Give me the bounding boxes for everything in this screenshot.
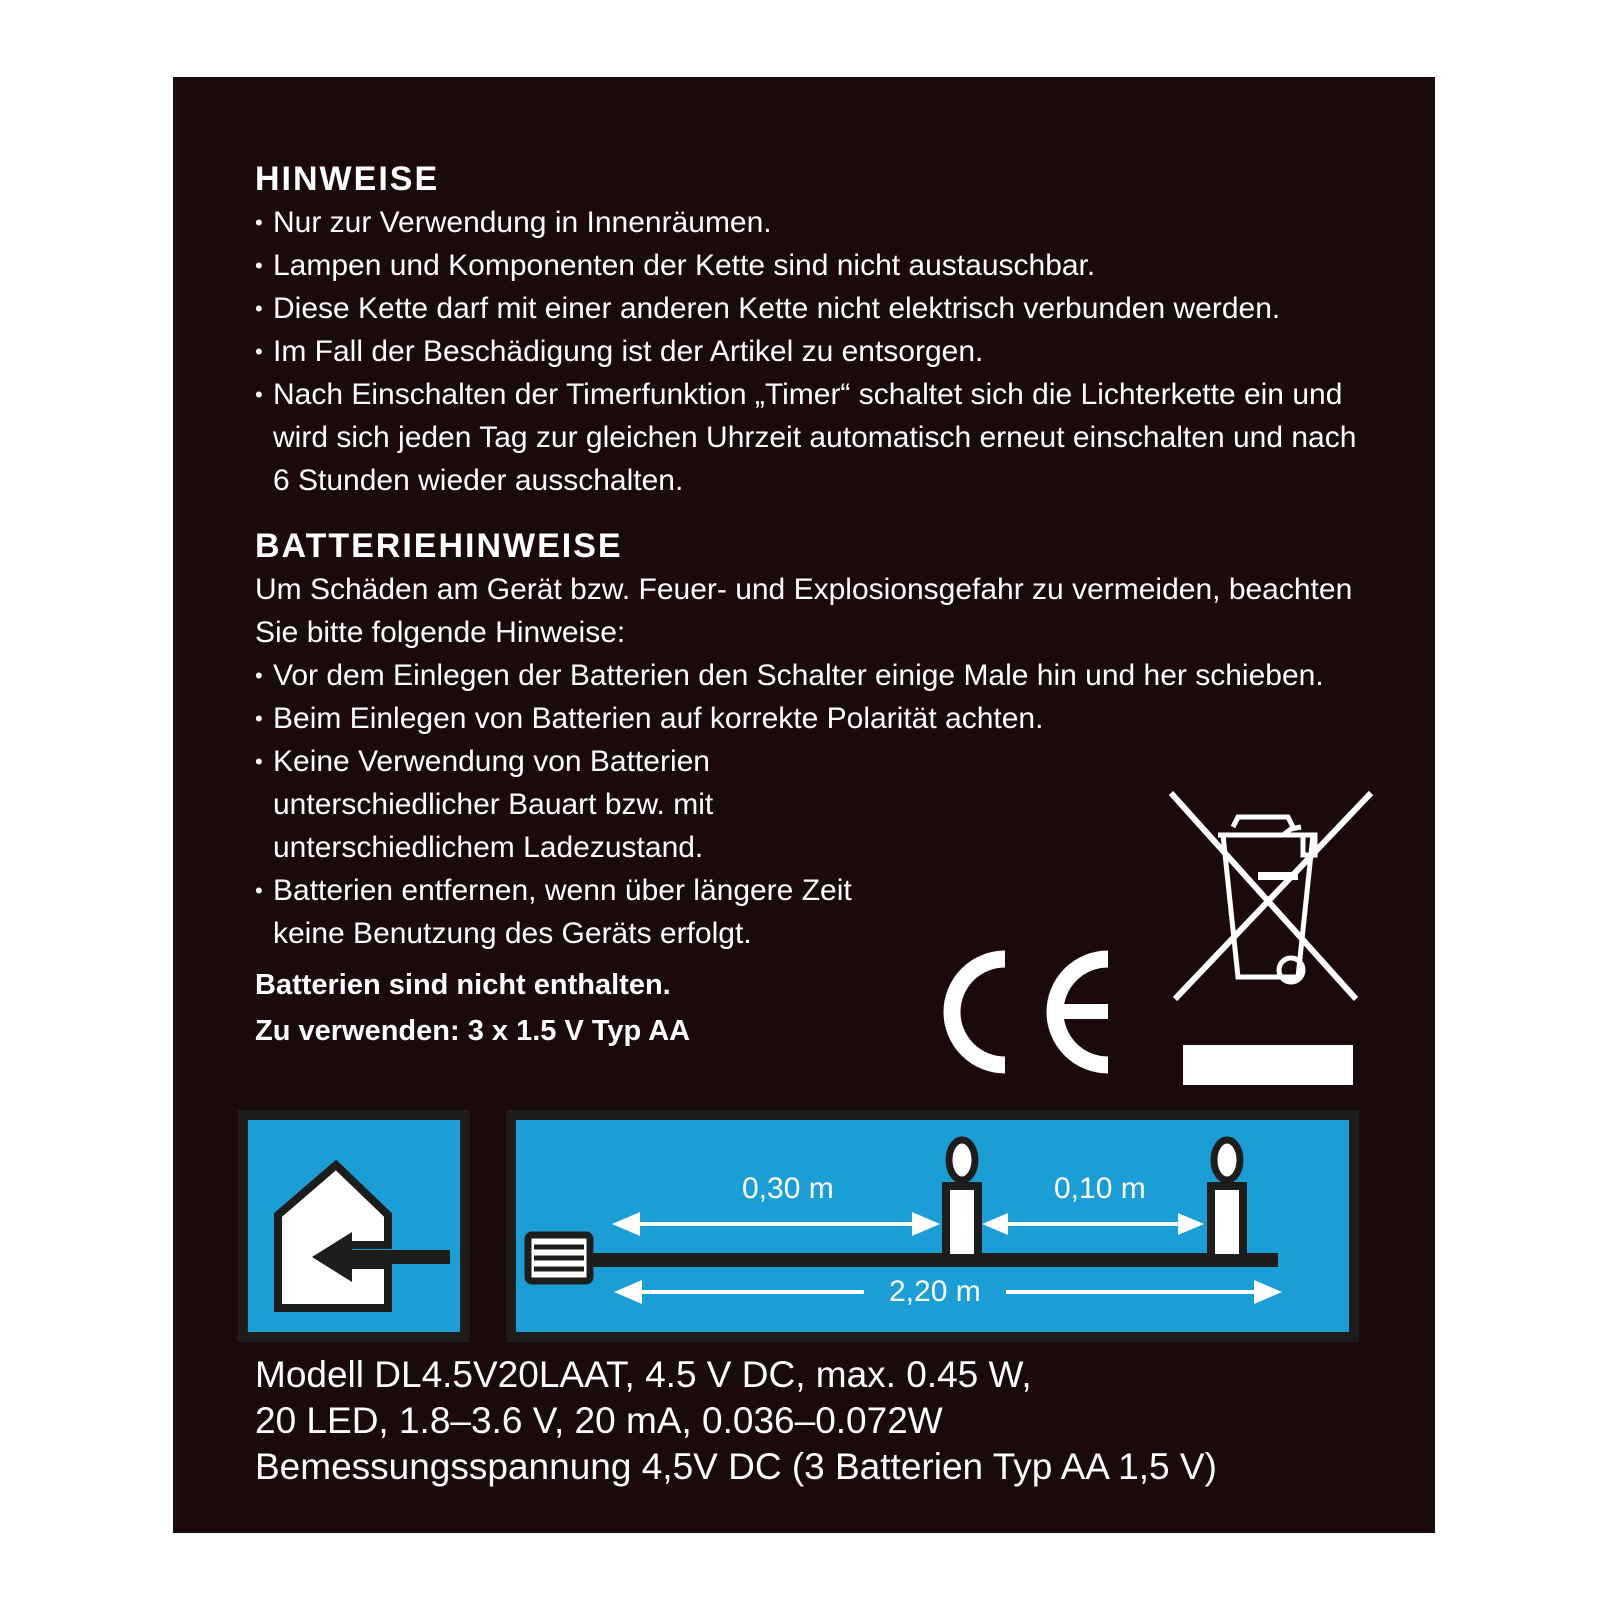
batteriehinweise-item: • Beim Einlegen von Batterien auf korrekte Polarität achten. bbox=[255, 697, 1375, 740]
battery-not-included: Batterien sind nicht enthalten. bbox=[255, 969, 671, 1001]
batteriehinweise-heading: BATTERIEHINWEISE bbox=[255, 527, 623, 565]
hinweise-heading: HINWEISE bbox=[255, 160, 440, 198]
spacing-label: 0,10 m bbox=[1054, 1172, 1146, 1205]
indoor-use-house-icon bbox=[248, 1120, 460, 1332]
lead-length-label: 0,30 m bbox=[742, 1172, 834, 1205]
led-candle-icon bbox=[946, 1140, 978, 1258]
hinweise-item: • Diese Kette darf mit einer anderen Kette nicht elektrisch verbunden werden. bbox=[255, 287, 1375, 330]
hinweise-item: • Nach Einschalten der Timerfunktion „Timer“ schaltet sich die Lichterkette ein und wird sich jeden Tag zur gleichen Uhrzeit automatisch erneut einschalten und nach 6 Stunden wieder ausschalten. bbox=[255, 373, 1375, 502]
battery-box-icon bbox=[528, 1235, 590, 1281]
light-chain-diagram bbox=[506, 1110, 1359, 1342]
spec-line: Bemessungsspannung 4,5V DC (3 Batterien Typ AA 1,5 V) bbox=[255, 1446, 1217, 1487]
hinweise-item: • Nur zur Verwendung in Innenräumen. bbox=[255, 201, 1375, 244]
batteriehinweise-item: • Keine Verwendung von Batterien unterschiedlicher Bauart bzw. mit unterschiedlichem Ladezustand. bbox=[255, 740, 913, 869]
battery-type: Zu verwenden: 3 x 1.5 V Typ AA bbox=[255, 1015, 691, 1047]
hinweise-item: • Lampen und Komponenten der Kette sind nicht austauschbar. bbox=[255, 244, 1375, 287]
spec-line: 20 LED, 1.8–3.6 V, 20 mA, 0.036–0.072W bbox=[255, 1400, 943, 1441]
info-panel bbox=[173, 77, 1435, 1533]
hinweise-item: • Im Fall der Beschädigung ist der Artikel zu entsorgen. bbox=[255, 330, 1375, 373]
hinweise-list bbox=[255, 201, 1375, 502]
batteriehinweise-item: • Vor dem Einlegen der Batterien den Schalter einige Male hin und her schieben. bbox=[255, 654, 1375, 697]
technical-specs bbox=[255, 1352, 1217, 1490]
ce-mark-icon bbox=[943, 947, 1143, 1077]
crossed-out-wheelie-bin-icon bbox=[1163, 787, 1393, 1097]
batteriehinweise-intro: Um Schäden am Gerät bzw. Feuer- und Explosionsgefahr zu vermeiden, beachten Sie bitte folgende Hinweise: bbox=[255, 573, 1353, 649]
total-length-label: 2,20 m bbox=[889, 1275, 981, 1308]
led-candle-icon bbox=[1211, 1140, 1243, 1258]
battery-note bbox=[255, 962, 690, 1054]
indoor-use-box bbox=[238, 1110, 470, 1342]
batteriehinweise-item: • Batterien entfernen, wenn über längere Zeit keine Benutzung des Geräts erfolgt. bbox=[255, 869, 853, 955]
spec-line: Modell DL4.5V20LAAT, 4.5 V DC, max. 0.45 W, bbox=[255, 1354, 1032, 1395]
